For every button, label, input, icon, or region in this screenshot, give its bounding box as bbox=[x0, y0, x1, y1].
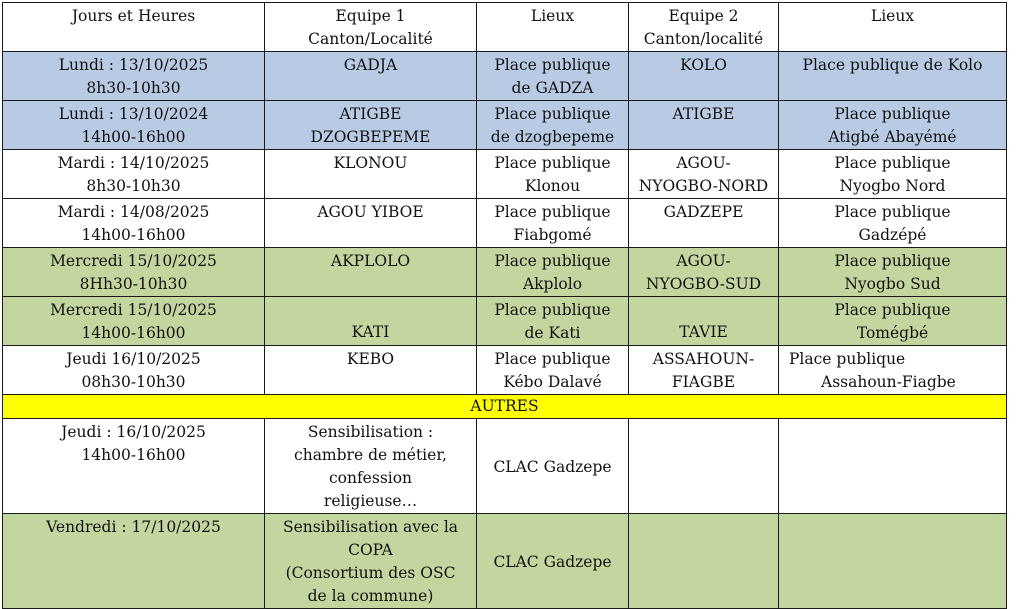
cell-text-line: Place publique bbox=[834, 252, 951, 270]
cell-text-line: 14h00-16h00 bbox=[81, 128, 186, 146]
cell-text-line: Kébo Dalavé bbox=[503, 373, 602, 391]
place1-cell bbox=[477, 297, 629, 346]
date-cell bbox=[3, 248, 265, 297]
cell-text-line: de GADZA bbox=[511, 79, 594, 97]
team1-cell bbox=[265, 346, 477, 395]
place1-cell bbox=[477, 52, 629, 101]
date-cell bbox=[3, 101, 265, 150]
table-row bbox=[3, 297, 1007, 346]
team2-cell bbox=[629, 199, 779, 248]
cell-text-line: ASSAHOUN- bbox=[652, 350, 755, 368]
cell-text-line: NYOGBO-NORD bbox=[638, 177, 769, 195]
cell-text-line: Jeudi 16/10/2025 bbox=[66, 350, 201, 368]
header-team-1 bbox=[265, 3, 477, 52]
team1-cell bbox=[265, 199, 477, 248]
cell-text-line: Place publique bbox=[494, 252, 611, 270]
cell-text-line: Gadzépé bbox=[858, 226, 927, 244]
empty-cell bbox=[779, 419, 1007, 514]
cell-text-line: FIAGBE bbox=[671, 373, 736, 391]
date-cell bbox=[3, 514, 265, 609]
team2-cell bbox=[629, 248, 779, 297]
place1-cell bbox=[477, 248, 629, 297]
cell-text-line: TAVIE bbox=[679, 323, 728, 341]
team2-cell bbox=[629, 346, 779, 395]
cell-text-line: KEBO bbox=[346, 350, 395, 368]
place2-cell bbox=[779, 297, 1007, 346]
date-cell bbox=[3, 419, 265, 514]
date-cell bbox=[3, 199, 265, 248]
place2-cell bbox=[779, 101, 1007, 150]
cell-text-line: KATI bbox=[351, 323, 390, 341]
cell-text-line: Place publique bbox=[789, 350, 906, 368]
table-row bbox=[3, 514, 1007, 609]
header-team-2 bbox=[629, 3, 779, 52]
cell-text-line: Fiabgomé bbox=[513, 226, 592, 244]
cell-text-line: Place publique bbox=[494, 203, 611, 221]
cell-text-line: Mardi : 14/08/2025 bbox=[57, 203, 210, 221]
cell-text-line: COPA bbox=[348, 541, 393, 559]
team1-cell bbox=[265, 248, 477, 297]
cell-text-line: Place publique bbox=[494, 301, 611, 319]
cell-text-line: AGOU- bbox=[676, 154, 731, 172]
cell-text-line: KLONOU bbox=[333, 154, 408, 172]
place1-cell bbox=[477, 346, 629, 395]
table-row bbox=[3, 248, 1007, 297]
cell-text-line: Equipe 2 bbox=[668, 7, 739, 25]
cell-text-line: 08h30-10h30 bbox=[81, 373, 186, 391]
team1-cell bbox=[265, 52, 477, 101]
table-row bbox=[3, 150, 1007, 199]
cell-text-line: Atigbé Abayémé bbox=[828, 128, 957, 146]
table-row bbox=[3, 101, 1007, 150]
cell-text-line: Lundi : 13/10/2025 bbox=[58, 56, 209, 74]
schedule-document bbox=[2, 2, 1007, 609]
place-cell bbox=[477, 419, 629, 514]
header-days-hours bbox=[3, 3, 265, 52]
cell-text-line: de dzogbepeme bbox=[490, 128, 615, 146]
cell-text-line: chambre de métier, bbox=[294, 446, 447, 464]
team2-cell bbox=[629, 297, 779, 346]
team2-cell bbox=[629, 101, 779, 150]
cell-text-line: Canton/localité bbox=[643, 30, 764, 48]
header-places-1 bbox=[477, 3, 629, 52]
cell-text-line: AUTRES bbox=[470, 397, 539, 415]
cell-text-line: 14h00-16h00 bbox=[81, 226, 186, 244]
table-row bbox=[3, 346, 1007, 395]
cell-text-line: Place publique bbox=[834, 203, 951, 221]
place2-cell bbox=[779, 52, 1007, 101]
cell-text-line: Lieux bbox=[530, 7, 575, 25]
place1-cell bbox=[477, 150, 629, 199]
cell-text-line: 8h30-10h30 bbox=[86, 177, 181, 195]
cell-text-line: Canton/Localité bbox=[308, 30, 433, 48]
cell-text-line: Sensibilisation : bbox=[307, 423, 434, 441]
team2-cell bbox=[629, 52, 779, 101]
cell-text-line: Place publique de Kolo bbox=[802, 56, 983, 74]
empty-cell bbox=[779, 514, 1007, 609]
activity-cell bbox=[265, 419, 477, 514]
cell-text-line: religieuse… bbox=[323, 492, 418, 510]
schedule-table bbox=[2, 2, 1007, 609]
team1-cell bbox=[265, 150, 477, 199]
cell-text-line: ATIGBE bbox=[672, 105, 735, 123]
cell-text-line: confession bbox=[328, 469, 413, 487]
cell-text-line: Lieux bbox=[870, 7, 915, 25]
empty-cell bbox=[629, 419, 779, 514]
team1-cell bbox=[265, 101, 477, 150]
cell-text-line: Place publique bbox=[494, 350, 611, 368]
cell-text-line: Klonou bbox=[524, 177, 581, 195]
cell-text-line: Akplolo bbox=[522, 275, 583, 293]
place2-cell bbox=[779, 346, 1007, 395]
date-cell bbox=[3, 346, 265, 395]
activity-cell bbox=[265, 514, 477, 609]
cell-text-line: 14h00-16h00 bbox=[81, 324, 186, 342]
place2-cell bbox=[779, 150, 1007, 199]
date-cell bbox=[3, 52, 265, 101]
cell-text-line: Jours et Heures bbox=[71, 7, 196, 25]
section-row bbox=[3, 395, 1007, 419]
cell-text-line: Tomégbé bbox=[856, 324, 929, 342]
place1-cell bbox=[477, 199, 629, 248]
table-row bbox=[3, 52, 1007, 101]
cell-text-line: de la commune) bbox=[307, 587, 434, 605]
cell-text-line: Place publique bbox=[494, 56, 611, 74]
place1-cell bbox=[477, 101, 629, 150]
date-cell bbox=[3, 297, 265, 346]
place2-cell bbox=[779, 199, 1007, 248]
cell-text-line: ATIGBE bbox=[339, 105, 402, 123]
cell-text-line: Jeudi : 16/10/2025 bbox=[61, 423, 206, 441]
cell-text-line: GADZEPE bbox=[663, 203, 744, 221]
cell-text-line: 8h30-10h30 bbox=[86, 79, 181, 97]
cell-text-line: Assahoun-Fiagbe bbox=[821, 373, 956, 391]
cell-text-line: AGOU- bbox=[676, 252, 731, 270]
cell-text-line: Nyogbo Sud bbox=[844, 275, 941, 293]
empty-cell bbox=[629, 514, 779, 609]
team2-cell bbox=[629, 150, 779, 199]
section-label-autres bbox=[3, 395, 1007, 419]
cell-text-line: 8Hh30-10h30 bbox=[79, 275, 188, 293]
cell-text-line: Lundi : 13/10/2024 bbox=[58, 105, 209, 123]
cell-text-line: Vendredi : 17/10/2025 bbox=[46, 518, 221, 536]
cell-text-line: Place publique bbox=[494, 105, 611, 123]
cell-text-line: Place publique bbox=[494, 154, 611, 172]
header-row bbox=[3, 3, 1007, 52]
table-row bbox=[3, 419, 1007, 514]
cell-text-line: AKPLOLO bbox=[330, 252, 411, 270]
place-cell bbox=[477, 514, 629, 609]
cell-text-line: Place publique bbox=[834, 301, 951, 319]
cell-text-line: KOLO bbox=[680, 56, 727, 74]
cell-text-line: GADJA bbox=[343, 56, 398, 74]
date-cell bbox=[3, 150, 265, 199]
cell-text-line: 14h00-16h00 bbox=[81, 446, 186, 464]
cell-text-line: (Consortium des OSC bbox=[285, 564, 456, 582]
cell-text-line: DZOGBEPEME bbox=[310, 128, 431, 146]
cell-text-line: Place publique bbox=[834, 105, 951, 123]
team1-cell bbox=[265, 297, 477, 346]
place2-cell bbox=[779, 248, 1007, 297]
cell-text-line: Nyogbo Nord bbox=[839, 177, 946, 195]
cell-text-line: CLAC Gadzepe bbox=[493, 552, 612, 571]
table-row bbox=[3, 199, 1007, 248]
cell-text-line: Mercredi 15/10/2025 bbox=[50, 301, 217, 319]
header-places-2 bbox=[779, 3, 1007, 52]
cell-text-line: AGOU YIBOE bbox=[317, 203, 424, 221]
cell-text-line: Mardi : 14/10/2025 bbox=[57, 154, 210, 172]
cell-text-line: Equipe 1 bbox=[335, 7, 406, 25]
cell-text-line: Mercredi 15/10/2025 bbox=[50, 252, 217, 270]
cell-text-line: CLAC Gadzepe bbox=[493, 457, 612, 476]
cell-text-line: Sensibilisation avec la bbox=[282, 518, 459, 536]
cell-text-line: de Kati bbox=[524, 324, 581, 342]
cell-text-line: Place publique bbox=[834, 154, 951, 172]
cell-text-line: NYOGBO-SUD bbox=[645, 275, 762, 293]
